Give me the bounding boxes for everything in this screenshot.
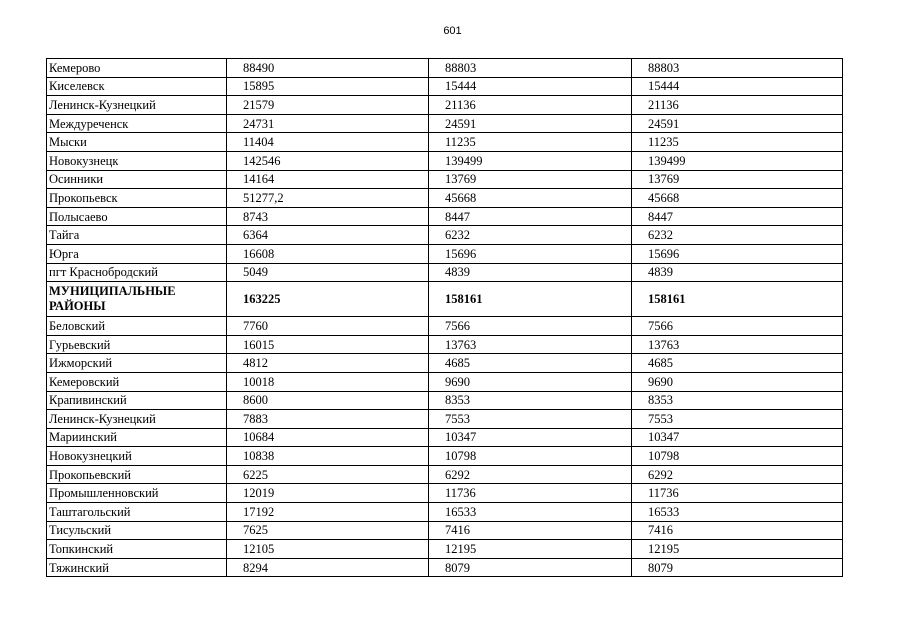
cell-value-2: 158161 [429, 282, 632, 317]
cell-value-3: 13769 [632, 170, 843, 189]
cell-value-1: 7883 [227, 410, 429, 429]
cell-value-3: 139499 [632, 151, 843, 170]
cell-name: Прокопьевск [47, 189, 227, 208]
cell-value-1: 8743 [227, 207, 429, 226]
cell-name: Мариинский [47, 428, 227, 447]
cell-value-2: 15696 [429, 244, 632, 263]
cell-value-1: 16608 [227, 244, 429, 263]
cell-value-1: 7760 [227, 317, 429, 336]
cell-name: МУНИЦИПАЛЬНЫЕ РАЙОНЫ [47, 282, 227, 317]
table-row [47, 114, 843, 133]
cell-value-3: 6232 [632, 226, 843, 245]
cell-name: Прокопьевский [47, 465, 227, 484]
cell-value-3: 10347 [632, 428, 843, 447]
cell-value-1: 8294 [227, 558, 429, 577]
table-row [47, 447, 843, 466]
cell-name: Междуреченск [47, 114, 227, 133]
cell-value-3: 8447 [632, 207, 843, 226]
table-row [47, 226, 843, 245]
cell-value-2: 24591 [429, 114, 632, 133]
cell-value-2: 7566 [429, 317, 632, 336]
table-row [47, 540, 843, 559]
cell-value-2: 13769 [429, 170, 632, 189]
table-body [47, 59, 843, 577]
table-row [47, 207, 843, 226]
cell-name: пгт Краснобродский [47, 263, 227, 282]
table-row [47, 244, 843, 263]
cell-value-2: 45668 [429, 189, 632, 208]
table-row [47, 317, 843, 336]
cell-value-2: 7553 [429, 410, 632, 429]
cell-value-1: 142546 [227, 151, 429, 170]
table-row [47, 263, 843, 282]
table-row [47, 503, 843, 522]
cell-value-1: 6364 [227, 226, 429, 245]
cell-value-2: 4685 [429, 354, 632, 373]
cell-value-3: 45668 [632, 189, 843, 208]
cell-value-2: 4839 [429, 263, 632, 282]
table-row [47, 558, 843, 577]
cell-value-1: 6225 [227, 465, 429, 484]
cell-value-2: 12195 [429, 540, 632, 559]
table-row [47, 521, 843, 540]
cell-value-2: 9690 [429, 372, 632, 391]
cell-name: Гурьевский [47, 335, 227, 354]
cell-value-1: 16015 [227, 335, 429, 354]
cell-value-1: 88490 [227, 59, 429, 78]
cell-value-2: 13763 [429, 335, 632, 354]
table-row [47, 96, 843, 115]
cell-name: Топкинский [47, 540, 227, 559]
table-row-section-total [47, 282, 843, 317]
cell-name: Крапивинский [47, 391, 227, 410]
cell-value-3: 4839 [632, 263, 843, 282]
cell-name: Новокузнецк [47, 151, 227, 170]
cell-value-3: 158161 [632, 282, 843, 317]
cell-value-1: 21579 [227, 96, 429, 115]
cell-value-3: 7416 [632, 521, 843, 540]
cell-value-1: 15895 [227, 77, 429, 96]
cell-value-1: 8600 [227, 391, 429, 410]
cell-value-3: 21136 [632, 96, 843, 115]
cell-value-1: 12019 [227, 484, 429, 503]
cell-name: Тайга [47, 226, 227, 245]
cell-value-3: 16533 [632, 503, 843, 522]
cell-name: Ленинск-Кузнецкий [47, 96, 227, 115]
cell-value-3: 9690 [632, 372, 843, 391]
table-row [47, 77, 843, 96]
cell-name: Тяжинский [47, 558, 227, 577]
table-row [47, 189, 843, 208]
cell-value-2: 88803 [429, 59, 632, 78]
cell-value-2: 8353 [429, 391, 632, 410]
cell-value-1: 11404 [227, 133, 429, 152]
cell-value-1: 24731 [227, 114, 429, 133]
cell-value-2: 11736 [429, 484, 632, 503]
table-row [47, 372, 843, 391]
cell-value-1: 10838 [227, 447, 429, 466]
cell-value-2: 10347 [429, 428, 632, 447]
cell-name: Тисульский [47, 521, 227, 540]
cell-value-3: 15696 [632, 244, 843, 263]
table-row [47, 354, 843, 373]
cell-name: Осинники [47, 170, 227, 189]
cell-value-3: 11235 [632, 133, 843, 152]
cell-value-2: 8447 [429, 207, 632, 226]
cell-value-3: 8079 [632, 558, 843, 577]
cell-name: Ижморский [47, 354, 227, 373]
table-row [47, 151, 843, 170]
table-row [47, 133, 843, 152]
cell-value-1: 163225 [227, 282, 429, 317]
cell-name: Киселевск [47, 77, 227, 96]
cell-value-1: 4812 [227, 354, 429, 373]
cell-value-1: 10684 [227, 428, 429, 447]
cell-value-2: 7416 [429, 521, 632, 540]
cell-value-1: 10018 [227, 372, 429, 391]
cell-value-1: 51277,2 [227, 189, 429, 208]
cell-value-3: 8353 [632, 391, 843, 410]
cell-value-2: 11235 [429, 133, 632, 152]
cell-value-3: 7566 [632, 317, 843, 336]
cell-value-3: 12195 [632, 540, 843, 559]
cell-value-1: 17192 [227, 503, 429, 522]
cell-name: Таштагольский [47, 503, 227, 522]
cell-name: Полысаево [47, 207, 227, 226]
cell-name: Кемеровский [47, 372, 227, 391]
cell-value-3: 4685 [632, 354, 843, 373]
cell-value-3: 11736 [632, 484, 843, 503]
cell-value-3: 10798 [632, 447, 843, 466]
cell-name: Ленинск-Кузнецкий [47, 410, 227, 429]
cell-value-1: 14164 [227, 170, 429, 189]
cell-name: Юрга [47, 244, 227, 263]
cell-value-3: 24591 [632, 114, 843, 133]
cell-value-2: 139499 [429, 151, 632, 170]
cell-value-3: 15444 [632, 77, 843, 96]
cell-name: Кемерово [47, 59, 227, 78]
table-row [47, 391, 843, 410]
table-row [47, 484, 843, 503]
cell-value-3: 13763 [632, 335, 843, 354]
page-number: 601 [443, 25, 462, 37]
table-row [47, 59, 843, 78]
table-row [47, 335, 843, 354]
cell-value-2: 8079 [429, 558, 632, 577]
table-row [47, 410, 843, 429]
cell-value-1: 5049 [227, 263, 429, 282]
cell-value-2: 16533 [429, 503, 632, 522]
cell-value-2: 6292 [429, 465, 632, 484]
cell-value-3: 7553 [632, 410, 843, 429]
cell-name: Мыски [47, 133, 227, 152]
table-row [47, 170, 843, 189]
data-table [46, 58, 843, 577]
cell-name: Беловский [47, 317, 227, 336]
cell-value-2: 15444 [429, 77, 632, 96]
cell-value-2: 21136 [429, 96, 632, 115]
cell-name: Новокузнецкий [47, 447, 227, 466]
table-row [47, 465, 843, 484]
cell-name: Промышленновский [47, 484, 227, 503]
cell-value-3: 88803 [632, 59, 843, 78]
cell-value-1: 7625 [227, 521, 429, 540]
cell-value-1: 12105 [227, 540, 429, 559]
cell-value-2: 10798 [429, 447, 632, 466]
table-row [47, 428, 843, 447]
cell-value-2: 6232 [429, 226, 632, 245]
cell-value-3: 6292 [632, 465, 843, 484]
